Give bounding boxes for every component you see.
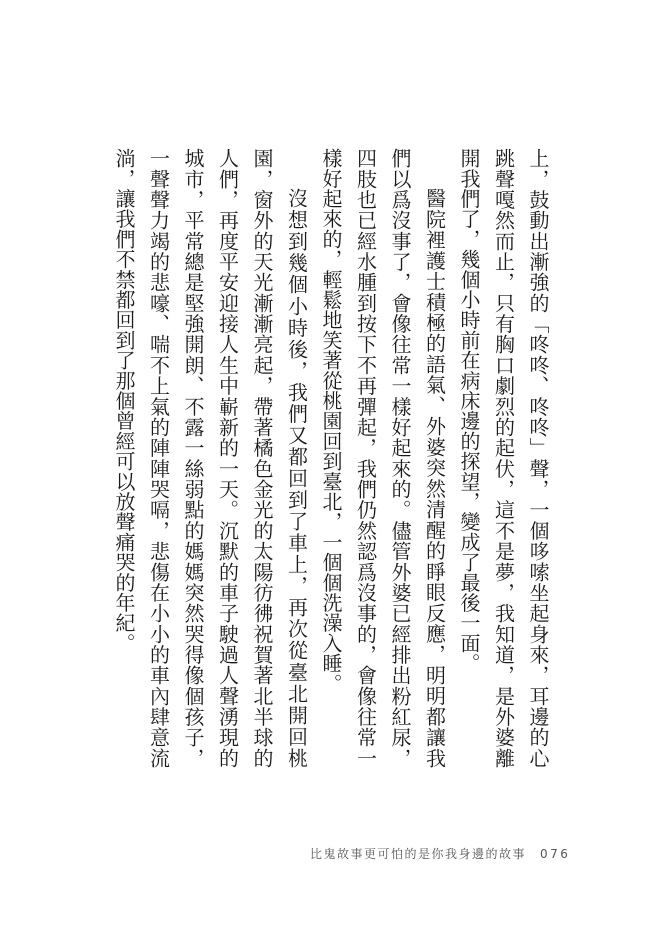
paragraph-continued: 上，鼓動出漸強的「咚咚、咚咚」聲，一個哆嗦坐起身來，耳邊的心跳聲嘎然而止，只有胸口劇烈的起伏，這不是夢，我知道，是外婆離開我們了，幾個小時前在病床邊的探望，變成了最後一面。 bbox=[457, 148, 550, 768]
page-number: 076 bbox=[540, 847, 571, 861]
paragraph-hospital: 醫院裡護士積極的語氣、外婆突然清醒的睜眼反應，明明都讓我們以爲沒事了，會像往常一樣好起來的。儘管外婆已經排出粉紅尿，四肢也已經水腫到按下不再彈起，我們仍然認爲沒事的，會像往常一樣好起來的，輕鬆地笑著從桃園回到臺北，一個個洗澡入睡。 bbox=[319, 148, 447, 768]
running-book-title: 比鬼故事更可怕的是你我身邊的故事 bbox=[310, 847, 527, 861]
vertical-body-text bbox=[112, 148, 555, 768]
page-footer bbox=[310, 845, 570, 862]
paragraph-car-ride: 沒想到幾個小時後，我們又都回到了車上，再次從臺北開回桃園，窗外的天光漸漸亮起，帶著橘色金光的太陽彷彿祝賀著北半球的人們，再度平安迎接人生中嶄新的一天。沉默的車子駛過人聲湧現的城市，平常總是堅強開朗、不露一絲弱點的媽媽突然哭得像個孩子，一聲聲力竭的悲嚎、喘不上氣的陣陣哭嗝，悲傷在小小的車內肆意流淌，讓我們不禁都回到了那個曾經可以放聲痛哭的年紀。 bbox=[112, 148, 309, 768]
